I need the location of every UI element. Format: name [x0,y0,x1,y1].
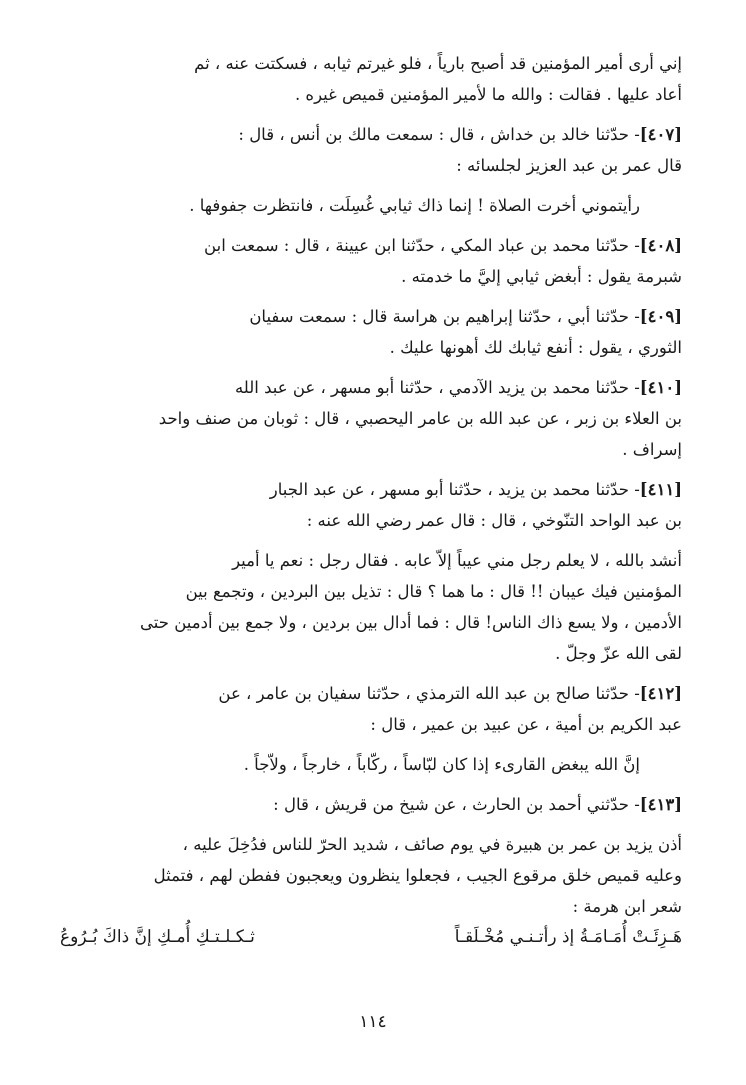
line-text: - حدّثنا صالح بن عبد الله الترمذي ، حدّثنا سفيان بن عامر ، عن [218,684,640,703]
line-text: الأدمين ، ولا يسع ذاك الناس! قال : فما أدال بين بردين ، ولا جمع بين أدمين حتى [140,613,682,632]
line-text: شعر ابن هرمة : [572,897,682,916]
text-line [60,638,682,669]
verse-first-hemistich: هَـزِئَـتْ أُمَـامَـةُ إذ رأتـنـي مُخْـلَقـاً [454,927,682,947]
line-text: وعليه قميص خلق مرقوع الجيب ، فجعلوا ينظرون ويعجبون ففطن لهم ، فتمثل [153,866,682,885]
hadith-entry [60,301,682,363]
text-paragraph [60,829,682,922]
paragraph-gap [60,110,682,119]
line-text: أنشد بالله ، لا يعلم رجل مني عيباً إلاّ عابه . فقال رجل : نعم يا أمير [232,551,682,570]
verse-second-hemistich: ثـكـلـتـكِ أُمـكِ إنَّ ذاكَ بُـرُوعُ [60,927,255,947]
text-line [60,678,682,709]
text-line [60,789,682,820]
text-line [60,545,682,576]
paragraph-gap [60,740,682,749]
text-line [60,434,682,465]
text-paragraph [60,749,682,780]
text-line [60,474,682,505]
line-text: - حدّثنا محمد بن يزيد الآدمي ، حدّثنا أبو مسهر ، عن عبد الله [234,378,640,397]
line-text: - حدّثنا محمد بن عباد المكي ، حدّثنا ابن عيينة ، قال : سمعت ابن [204,236,640,255]
paragraph-gap [60,363,682,372]
paragraph-gap [60,181,682,190]
entry-number: [٤١٠] [639,378,682,397]
paragraph-gap [60,669,682,678]
text-line [60,403,682,434]
line-text: أعاد عليها . فقالت : والله ما لأمير المؤمنين قميص غيره . [294,85,682,104]
line-text: - حدّثنا خالد بن خداش ، قال : سمعت مالك بن أنس ، قال : [238,125,640,144]
text-line [60,79,682,110]
paragraph-gap [60,820,682,829]
entry-number: [٤٠٨] [639,236,682,255]
line-text: - حدّثنا محمد بن يزيد ، حدّثنا أبو مسهر ، عن عبد الجبار [269,480,640,499]
entry-number: [٤١٣] [639,795,682,814]
entry-number: [٤٠٧] [639,125,682,144]
text-paragraph [60,190,682,221]
text-line [60,749,640,780]
paragraph-gap [60,780,682,789]
line-text: إنَّ الله يبغض القارىء إذا كان لبّاساً ، ركّاباً ، خارجاً ، ولاّجاً . [243,755,640,774]
line-text: إسراف . [622,440,682,459]
hadith-entry [60,678,682,740]
text-line [60,372,682,403]
paragraph-gap [60,465,682,474]
text-line [60,190,640,221]
line-text: إني أرى أمير المؤمنين قد أصبح بارياً ، فلو غيرتم ثيابه ، فسكتت عنه ، ثم [194,54,682,73]
line-text: المؤمنين فيك عيبان !! قال : ما هما ؟ قال : تذيل بين البردين ، وتجمع بين [185,582,682,601]
entry-number: [٤١١] [639,480,682,499]
line-text: - حدّثنا أبي ، حدّثنا إبراهيم بن هراسة قال : سمعت سفيان [249,307,640,326]
text-line [60,230,682,261]
entry-number: [٤١٢] [639,684,682,703]
line-text: عبد الكريم بن أمية ، عن عبيد بن عمير ، قال : [370,715,682,734]
text-paragraph [60,545,682,669]
hadith-entry [60,230,682,292]
paragraph-gap [60,292,682,301]
text-line [60,860,682,891]
text-line [60,301,682,332]
text-line [60,332,682,363]
text-line [60,119,682,150]
paragraph-gap [60,221,682,230]
line-text: شبرمة يقول : أبغض ثيابي إليَّ ما خدمته . [401,267,682,286]
hadith-entry [60,372,682,465]
entry-number: [٤٠٩] [639,307,682,326]
text-line [60,505,682,536]
text-line [60,150,682,181]
text-line [60,607,682,638]
line-text: قال عمر بن عبد العزيز لجلسائه : [456,156,682,175]
line-text: بن عبد الواحد التنّوخي ، قال : قال عمر رضي الله عنه : [306,511,682,530]
book-page [60,48,682,1048]
text-paragraph [60,48,682,110]
line-text: رأيتموني أخرت الصلاة ! إنما ذاك ثيابي غُسِلَت ، فانتظرت جفوفها . [189,196,640,215]
line-text: بن العلاء بن زبر ، عن عبد الله بن عامر اليحصبي ، قال : ثوبان من صنف واحد [158,409,682,428]
text-line [60,829,682,860]
hadith-entry [60,789,682,820]
paragraph-gap [60,536,682,545]
poetry-verse [60,922,682,953]
hadith-entry [60,474,682,536]
line-text: لقى الله عزّ وجلّ . [555,644,682,663]
text-line [60,891,682,922]
text-line [60,709,682,740]
page-number: ١١٤ [359,1012,387,1032]
line-text: الثوري ، يقول : أنفع ثيابك لك أهونها عليك . [389,338,682,357]
line-text: - حدّثني أحمد بن الحارث ، عن شيخ من قريش ، قال : [273,795,640,814]
text-line [60,261,682,292]
text-line [60,48,682,79]
text-line [60,576,682,607]
hadith-entry [60,119,682,181]
line-text: أذن يزيد بن عمر بن هبيرة في يوم صائف ، شديد الحرّ للناس فدُخِلَ عليه ، [182,835,682,854]
